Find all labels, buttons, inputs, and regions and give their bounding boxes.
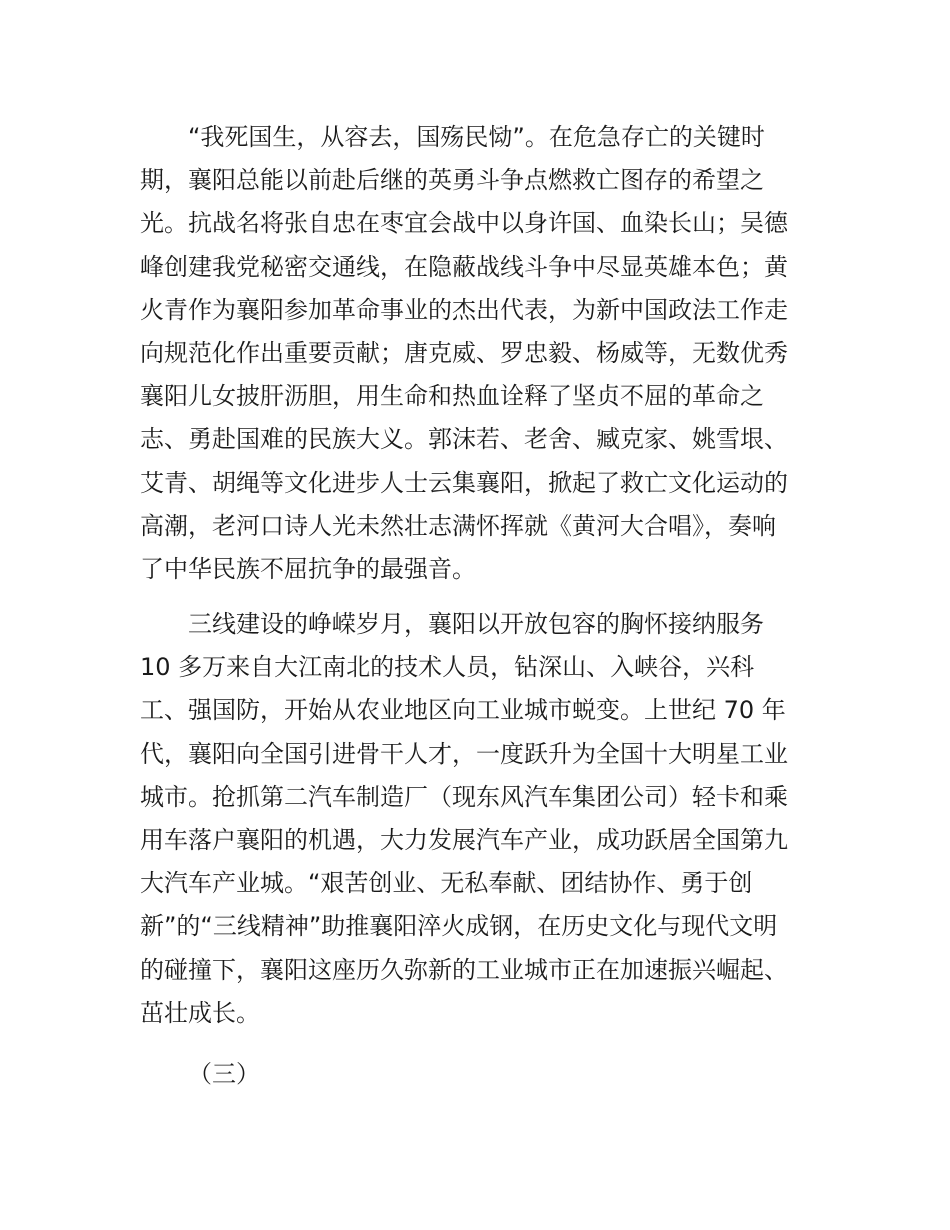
paragraph-line: 光。抗战名将张自忠在枣宜会战中以身许国、血染长山；吴德 <box>140 209 788 238</box>
paragraph-line: 火青作为襄阳参加革命事业的杰出代表，为新中国政法工作走 <box>140 295 788 324</box>
paragraph-line: 向规范化作出重要贡献；唐克威、罗忠毅、杨威等，无数优秀 <box>140 338 788 367</box>
paragraph-line: “我死国生，从容去，国殇民恸”。在危急存亡的关键时 <box>188 123 765 151</box>
paragraph-line: 期，襄阳总能以前赴后继的英勇斗争点燃救亡图存的希望之 <box>140 166 764 195</box>
paragraph-line: 了中华民族不屈抗争的最强音。 <box>140 554 476 583</box>
paragraph-line: 城市。抢抓第二汽车制造厂（现东风汽车集团公司）轻卡和乘 <box>140 782 788 811</box>
paragraph-line: 茁壮成长。 <box>140 998 260 1027</box>
paragraph-line: 襄阳儿女披肝沥胆，用生命和热血诠释了坚贞不屈的革命之 <box>140 382 764 411</box>
section-heading: （三） <box>188 1059 260 1088</box>
document-page <box>140 116 812 1096</box>
paragraph-line: 的碰撞下，襄阳这座历久弥新的工业城市正在加速振兴崛起、 <box>140 955 788 984</box>
paragraph-line: 志、勇赴国难的民族大义。郭沫若、老舍、臧克家、姚雪垠、 <box>140 425 788 454</box>
paragraph-gap <box>140 591 812 603</box>
paragraph-line: 10 多万来自大江南北的技术人员，钻深山、入峡谷，兴科 <box>140 653 755 682</box>
paragraph-line: 用车落户襄阳的机遇，大力发展汽车产业，成功跃居全国第九 <box>140 826 788 854</box>
paragraph-line: 高潮，老河口诗人光未然壮志满怀挥就《黄河大合唱》，奏响 <box>140 511 776 540</box>
paragraph-line: 工、强国防，开始从农业地区向工业城市蜕变。上世纪 70 年 <box>140 696 786 725</box>
paragraph-1 <box>140 116 812 591</box>
paragraph-line: 新”的“三线精神”助推襄阳淬火成钢，在历史文化与现代文明 <box>140 912 778 941</box>
paragraph-line: 峰创建我党秘密交通线，在隐蔽战线斗争中尽显英雄本色；黄 <box>140 252 788 281</box>
paragraph-line: 大汽车产业城。“艰苦创业、无私奉献、团结协作、勇于创 <box>140 869 753 898</box>
paragraph-line: 艾青、胡绳等文化进步人士云集襄阳，掀起了救亡文化运动的 <box>140 468 788 497</box>
paragraph-line: 三线建设的峥嵘岁月，襄阳以开放包容的胸怀接纳服务 <box>188 610 764 639</box>
paragraph-2 <box>140 603 812 1035</box>
paragraph-line: 代，襄阳向全国引进骨干人才，一度跃升为全国十大明星工业 <box>140 739 788 768</box>
